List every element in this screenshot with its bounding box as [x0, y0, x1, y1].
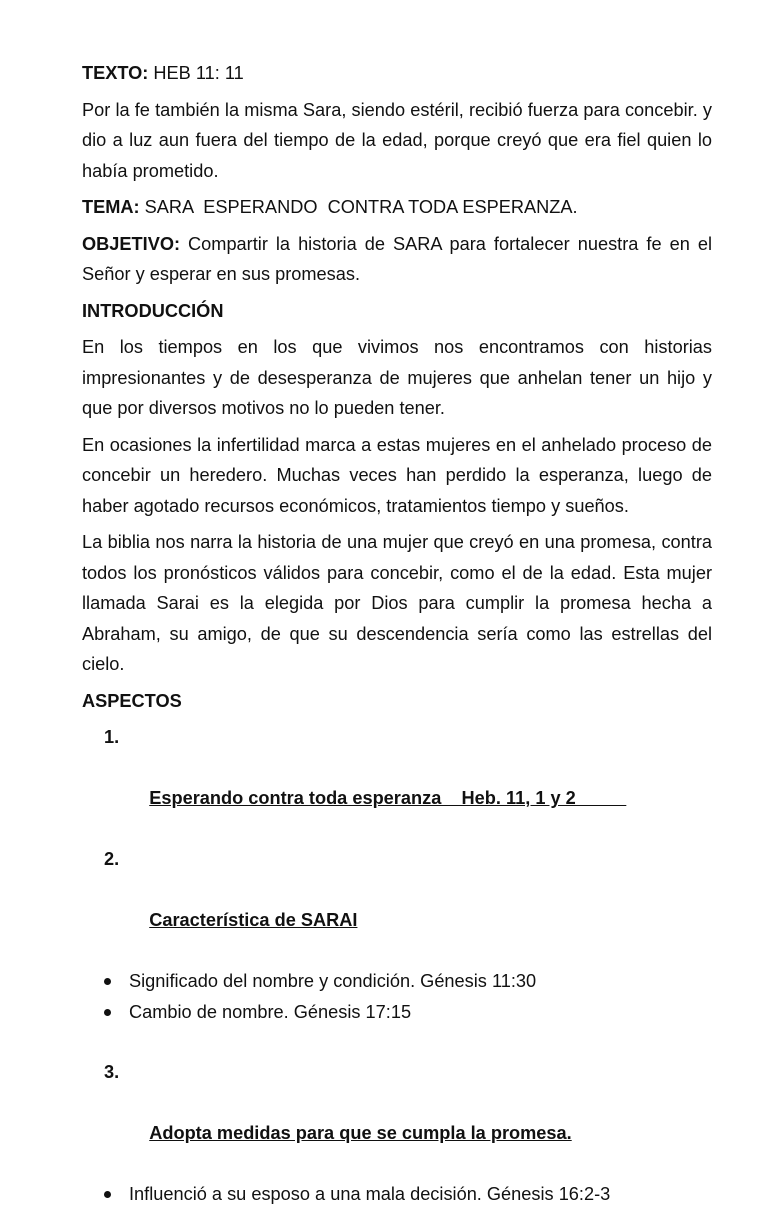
aspect-item-3	[82, 1057, 712, 1179]
bullet-dot-icon	[104, 1191, 111, 1198]
aspect-number: 3.	[104, 1062, 120, 1082]
bullet-item	[82, 997, 712, 1028]
tema-value: SARA ESPERANDO CONTRA TODA ESPERANZA.	[139, 197, 578, 217]
texto-label: TEXTO:	[82, 63, 149, 83]
aspect-title: Característica de SARAI	[149, 910, 358, 930]
tema-line	[82, 192, 712, 223]
intro-paragraph-2: En ocasiones la infertilidad marca a estas mujeres en el anhelado proceso de concebir un heredero. Muchas veces han perdido la esperanza, luego de haber agotado recursos económicos, tratamientos tiempo y sueños.	[82, 434, 712, 516]
aspectos-heading: ASPECTOS	[82, 690, 182, 711]
aspect-title: Esperando contra toda esperanza Heb. 11, 1 y 2	[149, 788, 627, 808]
aspect-item-2	[82, 844, 712, 966]
verse-paragraph: Por la fe también la misma Sara, siendo estéril, recibió fuerza para concebir. y dio a luz aun fuera del tiempo de la edad, porque creyó que era fiel quien lo había prometido.	[82, 99, 712, 181]
aspect-title: Adopta medidas para que se cumpla la promesa.	[149, 1123, 572, 1143]
tema-label: TEMA:	[82, 197, 140, 217]
blank-line	[82, 1027, 712, 1057]
bullet-text: Influenció a su esposo a una mala decisión. Génesis 16:2-3	[129, 1184, 611, 1204]
objetivo-value: Compartir la historia de SARA para fortalecer nuestra fe en el Señor y esperar en sus promesas.	[82, 233, 712, 284]
intro-paragraph-1: En los tiempos en los que vivimos nos encontramos con historias impresionantes y de desesperanza de mujeres que anhelan tener un hijo y que por diversos motivos no lo pueden tener.	[82, 337, 712, 418]
aspect-number: 1.	[104, 727, 120, 747]
texto-line	[82, 58, 712, 89]
bullet-item	[82, 966, 712, 997]
bullet-text: Cambio de nombre. Génesis 17:15	[129, 1001, 412, 1022]
bullet-dot-icon	[104, 1009, 111, 1016]
texto-reference: HEB 11: 11	[148, 63, 244, 83]
bullet-dot-icon	[104, 978, 111, 985]
aspect-number: 2.	[104, 849, 120, 869]
objetivo-paragraph	[82, 229, 712, 290]
intro-paragraph-3: La biblia nos narra la historia de una mujer que creyó en una promesa, contra todos los pronósticos válidos para concebir, como el de la edad. Esta mujer llamada Sarai es la elegida por Dios para cumplir la promesa hecha a Abraham, su amigo, de que su descendencia sería como las estrellas del cielo.	[82, 532, 712, 674]
aspect-item-1	[82, 722, 712, 844]
bullet-item	[82, 1179, 712, 1210]
document-page	[82, 58, 712, 1210]
bullet-text: Significado del nombre y condición. Génesis 11:30	[129, 971, 537, 991]
objetivo-label: OBJETIVO:	[82, 233, 181, 254]
introduccion-heading: INTRODUCCIÓN	[82, 300, 224, 321]
